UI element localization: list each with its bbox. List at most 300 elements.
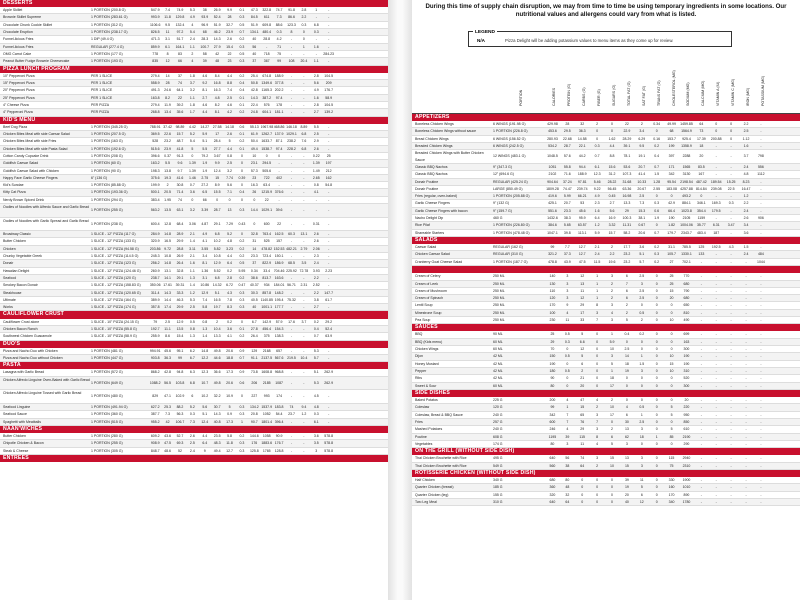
nutrient-value: 2168 <box>262 348 271 353</box>
serving-size: 1 PORTION (480 G) <box>91 394 123 399</box>
nutrient-value: 0 <box>596 354 599 359</box>
item-name: Half Chicken <box>415 478 435 483</box>
nutrient-value: 14.3 <box>164 290 171 295</box>
nutrient-value: - <box>290 175 293 180</box>
nutrient-value: 5.95 <box>238 268 246 273</box>
item-name: Quarter Chicken (leg) <box>415 492 449 497</box>
table-row <box>412 412 800 419</box>
nutrient-value: 8.8 <box>227 81 232 86</box>
nutrient-value: 6.8 <box>214 275 220 280</box>
nutrient-value: 699 <box>683 332 690 337</box>
nutrient-value: 110 <box>549 288 556 293</box>
nutrient-value: 63.36 <box>622 186 632 191</box>
table-row <box>412 281 800 288</box>
item-name: Ribs <box>415 376 423 381</box>
nutrient-value: 484 <box>757 252 764 257</box>
nutrient-value: - <box>290 51 293 56</box>
nutrient-value: 1.95 <box>164 197 171 202</box>
nutrient-value: 680 <box>683 296 690 301</box>
nutrient-value: 48 <box>565 485 570 490</box>
nutrient-value: 2 <box>596 405 599 410</box>
nutrient-value: 0 <box>611 499 613 504</box>
nutrient-value: 125 <box>698 245 705 250</box>
nutrient-value: 15.6 <box>608 164 616 169</box>
item-name: Kitty Cat Pizza <box>3 190 26 195</box>
nutrient-value: 2.8 <box>313 73 319 78</box>
nutrient-value: - <box>278 161 280 166</box>
nutrient-value: 15.25 <box>726 179 736 184</box>
nutrient-value: 0 <box>655 463 658 468</box>
nutrient-value: 0.2 <box>654 245 660 250</box>
nutrient-value: 245.3 <box>150 254 160 259</box>
nutrient-value: 0.2 <box>654 144 660 149</box>
nutrient-value: 0 <box>596 376 599 381</box>
nutrient-value: 480.4 <box>262 30 272 35</box>
nutrient-value: 7.74 <box>226 175 233 180</box>
serving-size: 6 WINGS (156.52 G) <box>493 136 526 141</box>
nutrient-value: 17 <box>610 412 614 417</box>
nutrient-value: 4.6 <box>227 102 232 107</box>
nutrient-value: - <box>745 412 747 417</box>
table-row <box>0 197 388 204</box>
nutrient-value: 74 <box>580 456 585 461</box>
nutrient-value: 674.8 <box>262 73 272 78</box>
nutrient-value: 6 <box>625 288 628 293</box>
nutrient-value: 0 <box>655 499 658 504</box>
nutrient-value: 1.12 <box>742 136 750 141</box>
nutrient-value: - <box>328 275 330 280</box>
nutrient-value: 1.6 <box>313 44 319 49</box>
nutrient-value: - <box>715 274 717 279</box>
nutrient-value: - <box>715 456 717 461</box>
item-name: 10" Pepperoni Pizza <box>3 73 35 78</box>
nutrient-value: - <box>278 183 280 188</box>
nutrient-value: 128.8 <box>274 448 284 453</box>
nutrient-value: 2198.54 <box>680 179 693 184</box>
nutrient-value: - <box>303 254 305 259</box>
nutrient-value: - <box>730 376 732 381</box>
column-header-label: TOTAL FAT (G) <box>626 81 631 106</box>
nutrient-value: 4.4 <box>609 144 615 149</box>
nutrient-value: 1.4 <box>189 239 195 244</box>
nutrient-value: 0.3 <box>189 412 195 417</box>
nutrient-value: - <box>760 419 762 424</box>
nutrient-value: 0 <box>670 441 673 446</box>
nutrient-value: 0.2 <box>639 332 645 337</box>
nutrient-value: 12.9 <box>176 319 184 324</box>
nutrient-value: 17.7 <box>623 245 631 250</box>
item-name: Two Leg Meal <box>415 499 437 504</box>
nutrient-value: - <box>715 194 717 199</box>
nutrient-value: 3.06 <box>188 221 196 226</box>
table-row <box>412 492 800 499</box>
nutrient-value: 31.2 <box>608 172 616 177</box>
nutrient-value: 1537.9 <box>261 404 273 409</box>
nutrient-value: 20.6 <box>226 348 233 353</box>
item-name: Nerdy Brown Spiced Drink <box>3 197 45 202</box>
nutrient-value: 1088.2 <box>149 380 161 385</box>
nutrient-value: 14.32 <box>212 283 222 288</box>
nutrient-value: 183.08 <box>666 186 677 191</box>
nutrient-value: 578.8 <box>324 448 334 453</box>
nutrient-value: 96.9 <box>201 22 209 27</box>
nutrient-value: 52.7 <box>176 434 184 439</box>
nutrient-value: - <box>730 274 732 279</box>
nutrient-value: 0.37 <box>164 153 171 158</box>
table-row <box>412 404 800 411</box>
nutrient-value: 14.3 <box>213 37 221 42</box>
item-name: 25" Pepperoni Pizza <box>3 95 35 100</box>
nutrient-value: 1087 <box>275 380 283 385</box>
nutrient-value: 1.9 <box>202 168 208 173</box>
nutrient-value: 5.3 <box>313 380 319 385</box>
nutrient-value: 47 <box>580 398 585 403</box>
nutrient-value: 993 <box>263 394 270 399</box>
nutrient-value: 955.2 <box>150 419 160 424</box>
nutrient-value: - <box>745 499 747 504</box>
nutrient-value: 49.99 <box>667 122 676 127</box>
nutrient-value: - <box>303 81 305 86</box>
nutrient-value: 0.3 <box>239 207 245 212</box>
table-row <box>412 434 800 441</box>
serving-size: 1 SLICE - 12" PIZZA (120.65 G) <box>91 290 141 295</box>
nutrient-value: 8.89 <box>300 124 308 129</box>
nutrient-value: 1 <box>596 281 599 286</box>
right-nutrition-table <box>412 114 800 506</box>
serving-size: 250 ML <box>493 281 505 286</box>
nutrient-value: 471.3 <box>150 37 160 42</box>
item-name: Rice Pilaf <box>415 223 430 228</box>
nutrient-value: 163 <box>683 339 690 344</box>
nutrient-value: 130 <box>549 281 556 286</box>
item-name: Steak & Cheese <box>3 448 29 453</box>
nutrient-value: 199.9 <box>150 183 160 188</box>
nutrient-value: - <box>303 95 305 100</box>
nutrient-value: 14.4 <box>164 297 171 302</box>
nutrient-value: 0.2 <box>227 268 232 273</box>
nutrient-value: 58.9 <box>325 95 333 100</box>
nutrient-value: 0.8 <box>313 183 319 188</box>
table-row <box>0 419 388 426</box>
serving-size: PER 1 SLICE <box>91 73 113 78</box>
nutrient-value: 6 <box>625 412 628 417</box>
nutrient-value: 10.8 <box>164 254 171 259</box>
nutrient-value: 74 <box>178 81 182 86</box>
table-row <box>412 200 800 207</box>
nutrient-value: 2.1 <box>189 254 195 259</box>
nutrient-value: - <box>715 499 717 504</box>
table-row <box>0 146 388 153</box>
table-row <box>412 230 800 237</box>
nutrient-value: 41.4 <box>638 172 646 177</box>
nutrient-value: - <box>715 310 717 315</box>
nutrient-value: 0 <box>596 492 599 497</box>
nutrient-value: - <box>760 398 762 403</box>
nutrient-value: - <box>730 485 732 490</box>
nutrient-value: 49.4 <box>213 448 221 453</box>
serving-size: REGULAR (425.24 G) <box>493 179 528 184</box>
nutrient-value: 342 <box>549 412 556 417</box>
nutrient-value: 0 <box>655 354 658 359</box>
nutrient-value: 1.7 <box>189 110 195 115</box>
nutrient-value: - <box>303 190 305 195</box>
nutrient-value: 369.5 <box>150 132 160 137</box>
nutrient-value: 40.8 <box>213 419 221 424</box>
item-name: Chicken Bites Meal with side Fries <box>3 139 57 144</box>
nutrient-value: 29.2 <box>325 319 333 324</box>
item-name: Coleslaw <box>415 405 430 410</box>
table-row <box>0 153 388 160</box>
nutrient-value: 0.5 <box>239 261 245 266</box>
table-row <box>412 353 800 360</box>
nutrient-value: - <box>328 254 330 259</box>
item-name: Peanut Butter Fudge Brownie Cheesecake <box>3 59 70 64</box>
nutrient-value: 0 <box>625 376 628 381</box>
column-header <box>739 53 754 113</box>
nutrient-value: 1349.6 <box>261 81 273 86</box>
nutrient-value: 0.1 <box>239 326 245 331</box>
nutrient-value: 139.2 <box>324 110 334 115</box>
item-name: Chicken Alfredo Linguine Tossed with Garlic Bread <box>3 391 82 396</box>
nutrient-value: 129.8 <box>175 15 185 20</box>
nutrient-value: 68.4 <box>176 221 184 226</box>
nutrient-value: - <box>730 499 732 504</box>
nutrient-value: 3130 <box>682 172 691 177</box>
nutrient-value: 28.9 <box>176 232 184 237</box>
nutrient-value: 8 <box>596 434 599 439</box>
nutrient-value: 154.3 <box>274 326 284 331</box>
nutrient-value: 12.2 <box>201 356 209 360</box>
nutrient-value: 13 <box>580 281 585 286</box>
item-name: Chocolate Chunk Cookie Skillet <box>3 22 53 27</box>
nutrient-value: 0 <box>240 232 243 237</box>
nutrient-value: 134.1 <box>249 30 259 35</box>
nutrition-column-header <box>412 53 800 114</box>
nutrient-value: 3 <box>611 354 613 359</box>
nutrient-value: - <box>730 463 732 468</box>
nutrient-value: 560 <box>549 463 556 468</box>
nutrient-value: 47.1 <box>164 394 171 399</box>
nutrient-value: - <box>730 252 732 257</box>
nutrient-value: - <box>700 419 702 424</box>
nutrient-value: - <box>760 376 762 381</box>
nutrient-value: 1564.9 <box>681 129 692 134</box>
item-name: Fries <box>415 419 423 424</box>
nutrient-value: 0 <box>640 441 643 446</box>
nutrient-value: 28.29 <box>622 136 632 141</box>
nutrient-value: 1023.8 <box>681 208 692 213</box>
nutrient-value: 6 <box>191 394 194 399</box>
nutrient-value: 3.6 <box>227 326 232 331</box>
nutrient-value: - <box>700 441 702 446</box>
serving-size: 460 G <box>493 216 503 221</box>
nutrient-value: 1048.5 <box>547 154 558 159</box>
nutrient-value: 9.2 <box>202 81 208 86</box>
nutrient-value: 2.4 <box>189 37 195 42</box>
nutrient-value: 1565 <box>682 164 691 169</box>
serving-size: 1 PORTION (238.17 G) <box>91 30 128 35</box>
nutrient-value: 640 <box>549 499 556 504</box>
nutrient-value: 12.7 <box>578 245 586 250</box>
nutrient-value: 37 <box>252 261 257 266</box>
nutrient-value: 63.57 <box>577 223 587 228</box>
nutrient-value: 2.3 <box>594 201 600 206</box>
nutrient-value: 0 <box>655 347 658 352</box>
table-row <box>0 238 388 245</box>
column-header-label: VITAMIN C (MG) <box>731 78 736 106</box>
nutrient-value: 0.3 <box>728 201 734 206</box>
nutrient-value: 6 <box>625 296 628 301</box>
nutrient-value: 0.3 <box>239 404 245 409</box>
serving-size: LARGE (850.49 G) <box>493 186 523 191</box>
nutrient-value: 49.8 <box>213 348 221 353</box>
nutrient-value: 83 <box>178 51 182 56</box>
nutrient-value: 22 <box>277 221 282 226</box>
serving-size: 155 G <box>493 492 503 497</box>
nutrient-value: 23.1 <box>250 161 258 166</box>
nutrient-value: 5 <box>228 404 231 409</box>
serving-size: 1 PORTION (312 G) <box>91 22 123 27</box>
nutrient-value: 0.7 <box>654 230 660 235</box>
nutrient-value: - <box>760 208 762 213</box>
nutrient-value: 28.8 <box>176 246 184 251</box>
serving-size: REGULAR (277.4 G) <box>91 44 124 49</box>
table-row <box>412 295 800 302</box>
serving-size: 1 PORTION (226.8 G) <box>493 129 528 134</box>
nutrient-value: 6.8 <box>301 132 307 137</box>
nutrient-value: - <box>745 288 747 293</box>
nutrient-value: 1.1 <box>189 95 195 100</box>
nutrient-value: 3 <box>640 427 643 432</box>
nutrient-value: 2.5 <box>639 419 645 424</box>
nutrient-value: 0.3 <box>239 297 245 302</box>
table-row <box>412 368 800 375</box>
nutrient-value: - <box>303 161 305 166</box>
table-row <box>0 404 388 411</box>
nutrient-value: 4 <box>566 427 569 432</box>
nutrient-value: 170 <box>549 303 556 308</box>
serving-size: 1 PORTION (305 G) <box>91 448 123 453</box>
nutrient-value: 290 <box>683 441 690 446</box>
table-row <box>412 397 800 404</box>
nutrient-value: 187 <box>713 230 720 235</box>
nutrient-value: 934 <box>263 283 270 288</box>
nutrient-value: 650 <box>683 303 690 308</box>
nutrient-value: 78.1 <box>623 154 631 159</box>
nutrient-value: 3.5 <box>301 261 307 266</box>
nutrient-value: 1010 <box>682 485 691 490</box>
nutrient-value: 3.11 <box>189 246 196 251</box>
nutrient-value: 2 <box>625 303 628 308</box>
nutrient-value: 14.18 <box>225 124 234 129</box>
nutrient-value: - <box>290 81 293 86</box>
nutrient-value: 1.46 <box>188 175 196 180</box>
nutrient-value: 4.8 <box>214 95 220 100</box>
nutrient-value: 36.3 <box>164 356 171 360</box>
nutrient-value: 1.49 <box>312 168 320 173</box>
nutrient-value: - <box>328 44 330 49</box>
nutrient-value: 12.3 <box>201 370 209 375</box>
serving-size: 1 PORTION (60 G) <box>91 161 121 166</box>
nutrient-value: 255.9 <box>150 334 160 339</box>
nutrient-value: 396.6 <box>150 153 160 158</box>
nutrient-value: 17 <box>215 132 220 137</box>
serving-size: 42 ML <box>493 376 503 381</box>
nutrient-value: 1809.28 <box>546 186 559 191</box>
nutrient-value: 38.1 <box>638 216 646 221</box>
item-name: Baked Potatos <box>415 398 438 403</box>
table-row <box>412 136 800 143</box>
item-name: Seafood Sauce <box>3 412 27 417</box>
nutrient-value: - <box>328 8 330 13</box>
section-header <box>412 266 800 273</box>
nutrient-value: 42.9 <box>668 201 675 206</box>
nutrient-value: 950 <box>683 412 690 417</box>
nutrient-value: 23.7 <box>288 412 295 417</box>
nutrient-value: 342 <box>668 172 675 177</box>
nutrient-value: 7.4 <box>165 8 171 13</box>
nutrient-value: 7.3 <box>639 201 645 206</box>
nutrient-value: 2 <box>611 427 613 432</box>
nutrient-value: 2.4 <box>743 208 749 213</box>
nutrient-value: - <box>290 153 293 158</box>
nutrient-value: 10 <box>669 354 674 359</box>
nutrient-value: - <box>328 190 330 195</box>
nutrient-value: 2 <box>611 245 613 250</box>
nutrient-value: 27.9 <box>213 44 221 49</box>
nutrient-value: 157 <box>276 239 283 244</box>
table-row <box>412 143 800 150</box>
nutrient-value: 1029.1 <box>261 207 273 212</box>
nutrient-value: 320 <box>549 492 556 497</box>
nutrient-value: 1 <box>315 8 318 13</box>
table-row <box>0 51 388 58</box>
nutrient-value: 8.8 <box>609 154 615 159</box>
serving-size: 1 PORTION (447 G) <box>91 356 123 360</box>
nutrient-value: 680 <box>683 281 690 286</box>
nutrient-value: 28.8 <box>263 37 271 42</box>
nutrient-value: 1801.4 <box>261 419 273 424</box>
nutrient-value: 66.21 <box>577 194 587 199</box>
nutrient-value: 6.31 <box>712 223 720 228</box>
nutrient-value: 220 <box>683 405 690 410</box>
nutrient-value: 20.5 <box>164 190 171 195</box>
serving-size: 1 PORTION (345.25 G) <box>91 124 128 129</box>
item-name: Vegetables <box>415 441 433 446</box>
nutrient-value: 397 <box>668 154 675 159</box>
legend-text: Pizza Delight will be adding potassium values to menu items as they come up for review. <box>505 38 674 43</box>
column-header-label: SAT FAT (G) <box>641 85 646 106</box>
nutrient-value: 0.6 <box>239 380 245 385</box>
nutrient-value: 17 <box>580 310 585 315</box>
section-header: ROTISSERIE CHICKEN (WITHOUT SIDE DISH) <box>412 470 800 477</box>
item-name: Boneless Chicken Wings <box>415 122 454 127</box>
table-row <box>412 244 800 251</box>
nutrient-value: 0.2 <box>239 434 245 439</box>
nutrient-value: 115 <box>579 434 586 439</box>
nutrient-value: 2 <box>596 463 599 468</box>
nutrient-value: 6.3 <box>189 370 195 375</box>
nutrient-value: - <box>290 275 293 280</box>
nutrient-value: 37.24 <box>562 179 572 184</box>
nutrient-value: 2310 <box>682 463 691 468</box>
nutrient-value: 2 <box>611 398 613 403</box>
nutrient-value: 2.2 <box>743 201 749 206</box>
nutrient-value: 162.5 <box>274 232 284 237</box>
nutrient-value: 0.4 <box>624 332 630 337</box>
nutrient-value: 798 <box>757 154 764 159</box>
nutrient-value: 1140.85 <box>260 297 273 302</box>
